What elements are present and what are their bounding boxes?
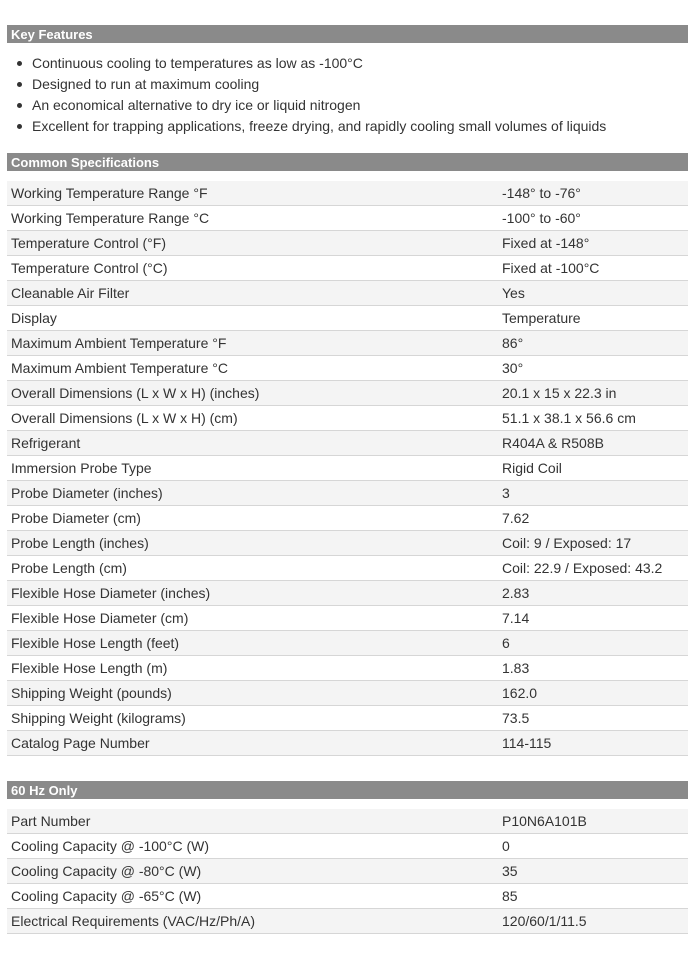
table-row: [7, 656, 688, 681]
table-row: [7, 859, 688, 884]
common-specifications-table: [7, 181, 688, 756]
table-row: [7, 506, 688, 531]
spec-label: Cooling Capacity @ -65°C (W): [7, 884, 498, 909]
spec-label: Working Temperature Range °F: [7, 181, 498, 206]
spec-label: Temperature Control (°F): [7, 231, 498, 256]
spec-label: Probe Length (inches): [7, 531, 498, 556]
table-row: [7, 406, 688, 431]
spec-value: Temperature: [498, 306, 688, 331]
spec-label: Catalog Page Number: [7, 731, 498, 756]
spec-value: 7.14: [498, 606, 688, 631]
table-row: [7, 706, 688, 731]
spec-value: 7.62: [498, 506, 688, 531]
spec-label: Part Number: [7, 809, 498, 834]
list-item: [0, 53, 606, 74]
spec-label: Cooling Capacity @ -100°C (W): [7, 834, 498, 859]
table-row: [7, 306, 688, 331]
spec-label: Temperature Control (°C): [7, 256, 498, 281]
spec-value: 2.83: [498, 581, 688, 606]
spec-label: Cooling Capacity @ -80°C (W): [7, 859, 498, 884]
spec-label: Flexible Hose Diameter (inches): [7, 581, 498, 606]
spec-label: Overall Dimensions (L x W x H) (cm): [7, 406, 498, 431]
table-row: [7, 456, 688, 481]
spec-label: Probe Length (cm): [7, 556, 498, 581]
key-features-header: Key Features: [7, 25, 688, 43]
spec-value: 35: [498, 859, 688, 884]
spec-label: Flexible Hose Length (m): [7, 656, 498, 681]
table-row: [7, 834, 688, 859]
spec-value: 73.5: [498, 706, 688, 731]
sixty-hz-header: 60 Hz Only: [7, 781, 688, 799]
table-row: [7, 606, 688, 631]
table-row: [7, 631, 688, 656]
table-row: [7, 556, 688, 581]
spec-value: 85: [498, 884, 688, 909]
table-row: [7, 531, 688, 556]
common-specifications-header: Common Specifications: [7, 153, 688, 171]
spec-value: -100° to -60°: [498, 206, 688, 231]
table-row: [7, 356, 688, 381]
spec-value: Fixed at -148°: [498, 231, 688, 256]
key-features-list: [0, 53, 606, 137]
bullet-icon: [17, 61, 22, 66]
spec-value: 30°: [498, 356, 688, 381]
table-row: [7, 909, 688, 934]
list-item: [0, 116, 606, 137]
spec-label: Display: [7, 306, 498, 331]
spec-value: -148° to -76°: [498, 181, 688, 206]
spec-value: 120/60/1/11.5: [498, 909, 688, 934]
list-item: [0, 74, 606, 95]
spec-label: Maximum Ambient Temperature °F: [7, 331, 498, 356]
spec-label: Shipping Weight (pounds): [7, 681, 498, 706]
spec-value: Rigid Coil: [498, 456, 688, 481]
sixty-hz-table: [7, 809, 688, 934]
bullet-icon: [17, 82, 22, 87]
table-row: [7, 581, 688, 606]
table-row: [7, 431, 688, 456]
spec-value: Coil: 9 / Exposed: 17: [498, 531, 688, 556]
spec-label: Working Temperature Range °C: [7, 206, 498, 231]
spec-label: Refrigerant: [7, 431, 498, 456]
spec-value: 86°: [498, 331, 688, 356]
spec-value: 6: [498, 631, 688, 656]
table-row: [7, 281, 688, 306]
spec-label: Flexible Hose Length (feet): [7, 631, 498, 656]
table-row: [7, 381, 688, 406]
spec-value: 3: [498, 481, 688, 506]
spec-value: R404A & R508B: [498, 431, 688, 456]
spec-value: Coil: 22.9 / Exposed: 43.2: [498, 556, 688, 581]
table-row: [7, 181, 688, 206]
feature-text: Excellent for trapping applications, freeze drying, and rapidly cooling small volumes of liquids: [32, 118, 607, 134]
table-row: [7, 731, 688, 756]
spec-value: 1.83: [498, 656, 688, 681]
spec-label: Overall Dimensions (L x W x H) (inches): [7, 381, 498, 406]
feature-text: An economical alternative to dry ice or liquid nitrogen: [32, 97, 361, 113]
spec-label: Probe Diameter (inches): [7, 481, 498, 506]
spec-label: Probe Diameter (cm): [7, 506, 498, 531]
table-row: [7, 206, 688, 231]
table-row: [7, 681, 688, 706]
bullet-icon: [17, 103, 22, 108]
spec-value: 20.1 x 15 x 22.3 in: [498, 381, 688, 406]
spec-value: P10N6A101B: [498, 809, 688, 834]
spec-value: 0: [498, 834, 688, 859]
spec-value: 51.1 x 38.1 x 56.6 cm: [498, 406, 688, 431]
table-row: [7, 809, 688, 834]
spec-label: Cleanable Air Filter: [7, 281, 498, 306]
bullet-icon: [17, 124, 22, 129]
spec-label: Flexible Hose Diameter (cm): [7, 606, 498, 631]
table-row: [7, 256, 688, 281]
spec-label: Shipping Weight (kilograms): [7, 706, 498, 731]
spec-label: Maximum Ambient Temperature °C: [7, 356, 498, 381]
spec-value: Yes: [498, 281, 688, 306]
spec-value: 114-115: [498, 731, 688, 756]
spec-label: Immersion Probe Type: [7, 456, 498, 481]
feature-text: Continuous cooling to temperatures as low as -100°C: [32, 55, 363, 71]
table-row: [7, 481, 688, 506]
spec-value: 162.0: [498, 681, 688, 706]
spec-label: Electrical Requirements (VAC/Hz/Ph/A): [7, 909, 498, 934]
table-row: [7, 231, 688, 256]
spec-value: Fixed at -100°C: [498, 256, 688, 281]
table-row: [7, 884, 688, 909]
list-item: [0, 95, 606, 116]
feature-text: Designed to run at maximum cooling: [32, 76, 260, 92]
table-row: [7, 331, 688, 356]
